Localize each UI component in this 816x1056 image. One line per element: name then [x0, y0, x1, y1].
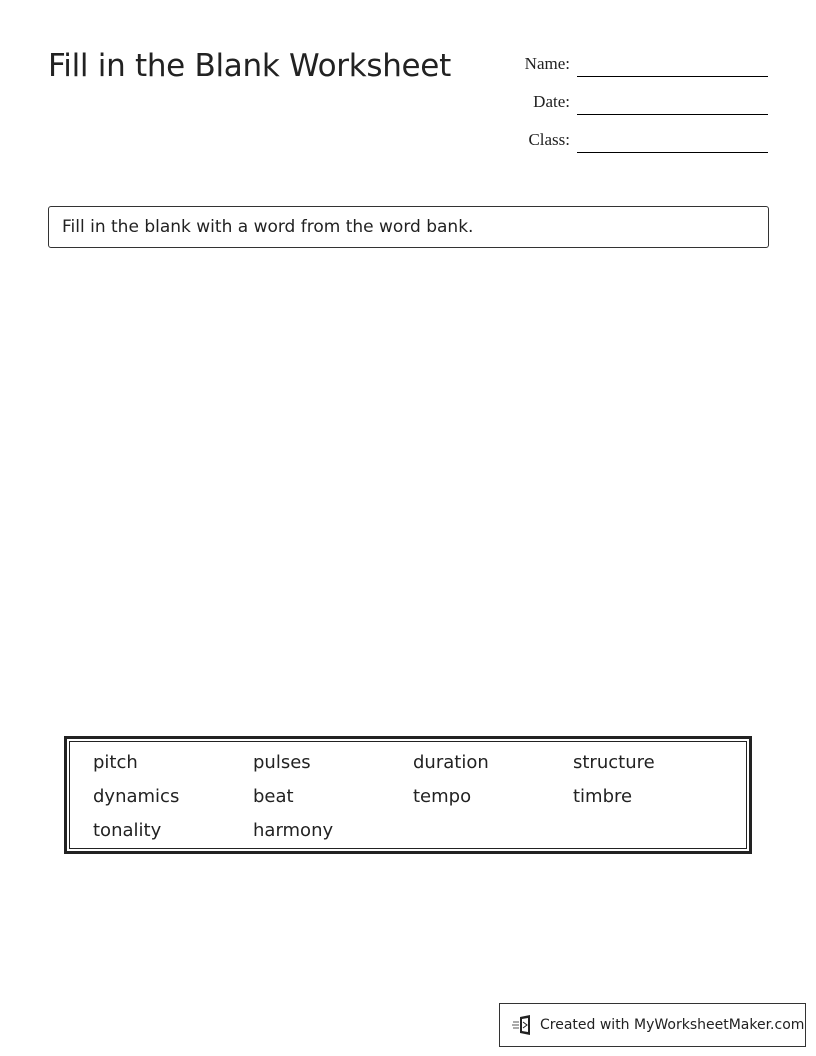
word-bank-item: pitch [93, 752, 138, 773]
word-bank-item: tempo [413, 786, 472, 807]
class-label: Class: [528, 130, 570, 149]
name-field[interactable] [480, 54, 768, 84]
word-bank-item: structure [573, 752, 655, 773]
footer-text: Created with MyWorksheetMaker.com [540, 1017, 805, 1033]
word-bank-item: tonality [93, 820, 162, 841]
word-bank-item: pulses [253, 752, 311, 773]
name-label: Name: [524, 54, 570, 73]
date-label: Date: [533, 92, 570, 111]
word-bank-item: timbre [573, 786, 633, 807]
date-field[interactable] [480, 92, 768, 122]
word-bank-item: dynamics [93, 786, 180, 807]
page-title: Fill in the Blank Worksheet [48, 48, 451, 84]
date-line [577, 114, 768, 115]
footer-badge[interactable] [499, 1003, 806, 1047]
name-line [577, 76, 768, 77]
instructions-box: Fill in the blank with a word from the word bank. [48, 206, 769, 248]
class-field[interactable] [480, 130, 768, 160]
word-bank-item: harmony [253, 820, 334, 841]
word-bank-item: beat [253, 786, 294, 807]
word-bank [64, 736, 752, 854]
word-bank-item: duration [413, 752, 489, 773]
class-line [577, 152, 768, 153]
worksheet-maker-logo-icon [512, 1014, 534, 1036]
